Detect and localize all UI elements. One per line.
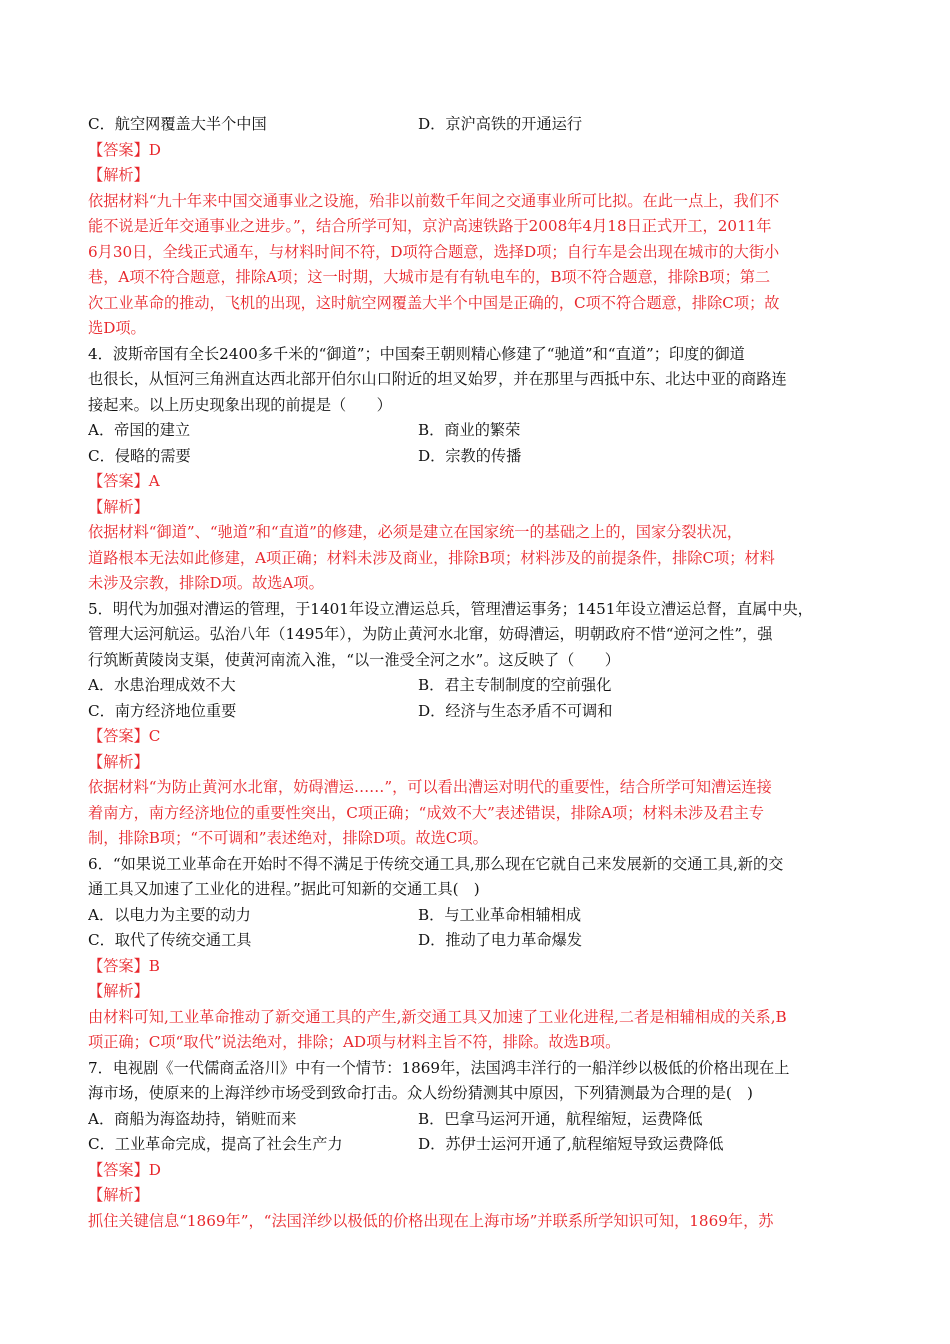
question-3-block bbox=[88, 112, 866, 342]
q7-answer: 【答案】D bbox=[88, 1160, 161, 1179]
q3-analysis-line: 选D项。 bbox=[88, 319, 146, 337]
q4-stem-line: 4．波斯帝国有全长2400多千米的“御道”；中国秦王朝则精心修建了“驰道”和“直道”；印度的御道 bbox=[88, 344, 745, 363]
q6-options-row-1 bbox=[88, 903, 866, 929]
q7-stem-line: 海市场，使原来的上海洋纱市场受到致命打击。众人纷纷猜测其中原因，下列猜测最为合理的是( ) bbox=[88, 1084, 753, 1102]
q5-option-c: C．南方经济地位重要 bbox=[88, 701, 237, 720]
q5-stem-line: 管理大运河航运。弘治八年（1495年），为防止黄河水北窜，妨碍漕运，明朝政府不惜“逆河之性”，强 bbox=[88, 625, 773, 643]
q6-analysis-title: 【解析】 bbox=[88, 982, 149, 1000]
question-7-block bbox=[88, 1056, 866, 1235]
q4-analysis-line: 依据材料“御道”、“驰道”和“直道”的修建，必须是建立在国家统一的基础之上的，国家分裂状况， bbox=[88, 523, 743, 541]
question-5-block bbox=[88, 597, 866, 852]
q5-analysis-line: 依据材料“为防止黄河水北窜，妨碍漕运……”，可以看出漕运对明代的重要性，结合所学可知漕运连接 bbox=[88, 778, 772, 796]
q4-analysis-line: 道路根本无法如此修建，A项正确；材料未涉及商业，排除B项；材料涉及的前提条件，排除C项；材料 bbox=[88, 548, 775, 567]
q4-stem-line: 也很长，从恒河三角洲直达西北部开伯尔山口附近的坦叉始罗，并在那里与西抵中东、北达中亚的商路连 bbox=[88, 370, 787, 388]
q7-analysis bbox=[88, 1209, 866, 1235]
q7-option-b: B．巴拿马运河开通，航程缩短，运费降低 bbox=[418, 1109, 703, 1128]
q5-answer: 【答案】C bbox=[88, 727, 161, 745]
q3-analysis bbox=[88, 189, 866, 342]
q6-option-b: B．与工业革命相辅相成 bbox=[418, 905, 582, 924]
question-6-block bbox=[88, 852, 866, 1056]
q5-option-b: B．君主专制制度的空前强化 bbox=[418, 676, 612, 694]
q4-analysis bbox=[88, 520, 866, 597]
q6-options-row-2 bbox=[88, 928, 866, 954]
q6-answer: 【答案】B bbox=[88, 956, 160, 975]
q7-options-row-2 bbox=[88, 1132, 866, 1158]
q3-option-d: D．京沪高铁的开通运行 bbox=[418, 115, 583, 133]
q3-analysis-line: 次工业革命的推动，飞机的出现，这时航空网覆盖大半个中国是正确的，C项不符合题意，排除C项；故 bbox=[88, 293, 780, 312]
q3-analysis-line: 能不说是近年交通事业之进步。”，结合所学可知，京沪高速铁路于2008年4月18日正式开工，2011年 bbox=[88, 217, 772, 235]
q5-option-a: A．水患治理成效不大 bbox=[88, 676, 236, 694]
q7-options-row-1 bbox=[88, 1107, 866, 1133]
document-page bbox=[88, 112, 866, 1234]
q3-option-c: C．航空网覆盖大半个中国 bbox=[88, 115, 267, 133]
q5-stem-line: 行筑断黄陵岗支渠，使黄河南流入淮，“以一淮受全河之水”。这反映了（ ） bbox=[88, 650, 620, 669]
q6-analysis-line: 由材料可知,工业革命推动了新交通工具的产生,新交通工具又加速了工业化进程,二者是相辅相成的关系,B bbox=[88, 1007, 787, 1026]
q7-stem-line: 7．电视剧《一代儒商孟洛川》中有一个情节：1869年，法国鸿丰洋行的一船洋纱以极低的价格出现在上 bbox=[88, 1058, 790, 1077]
q4-option-c: C．侵略的需要 bbox=[88, 446, 191, 465]
q6-option-c: C．取代了传统交通工具 bbox=[88, 931, 252, 949]
q7-option-c: C．工业革命完成，提高了社会生产力 bbox=[88, 1135, 343, 1153]
q5-analysis-line: 制，排除B项；“不可调和”表述绝对，排除D项。故选C项。 bbox=[88, 829, 488, 847]
q6-stem-line: 通工具又加速了工业化的进程。”据此可知新的交通工具( ) bbox=[88, 880, 480, 898]
q5-analysis-title: 【解析】 bbox=[88, 752, 149, 771]
q5-analysis bbox=[88, 775, 866, 852]
q7-analysis-line: 抓住关键信息“1869年”，“法国洋纱以极低的价格出现在上海市场”并联系所学知识可知，1869年，苏 bbox=[88, 1211, 774, 1230]
q4-option-a: A．帝国的建立 bbox=[88, 421, 191, 439]
q3-analysis-title: 【解析】 bbox=[88, 166, 149, 184]
q5-option-d: D．经济与生态矛盾不可调和 bbox=[418, 701, 613, 720]
q4-options-row-1 bbox=[88, 418, 866, 444]
q5-stem-line: 5．明代为加强对漕运的管理，于1401年设立漕运总兵，管理漕运事务；1451年设立漕运总督，直属中央， bbox=[88, 599, 813, 618]
question-4-block bbox=[88, 342, 866, 597]
q7-analysis-title: 【解析】 bbox=[88, 1186, 149, 1204]
q3-options-row-1 bbox=[88, 112, 866, 138]
q4-analysis-title: 【解析】 bbox=[88, 497, 149, 516]
q3-analysis-line: 巷，A项不符合题意，排除A项；这一时期，大城市是有有轨电车的，B项不符合题意，排除B项；第二 bbox=[88, 268, 771, 286]
q7-option-a: A．商船为海盗劫持，销赃而来 bbox=[88, 1109, 297, 1128]
q7-option-d: D．苏伊士运河开通了,航程缩短导致运费降低 bbox=[418, 1135, 724, 1153]
q6-analysis bbox=[88, 1005, 866, 1056]
q6-option-a: A．以电力为主要的动力 bbox=[88, 905, 251, 924]
q4-options-row-2 bbox=[88, 444, 866, 470]
q4-stem-line: 接起来。以上历史现象出现的前提是（ ） bbox=[88, 395, 392, 414]
q5-analysis-line: 着南方，南方经济地位的重要性突出，C项正确；“成效不大”表述错误，排除A项；材料未涉及君主专 bbox=[88, 803, 764, 822]
q6-analysis-line: 项正确；C项“取代”说法绝对，排除；AD项与材料主旨不符，排除。故选B项。 bbox=[88, 1033, 621, 1051]
q5-options-row-2 bbox=[88, 699, 866, 725]
q6-stem-line: 6．“如果说工业革命在开始时不得不满足于传统交通工具,那么现在它就自己来发展新的交通工具,新的交 bbox=[88, 854, 784, 873]
q4-analysis-line: 未涉及宗教，排除D项。故选A项。 bbox=[88, 574, 324, 592]
q3-answer: 【答案】D bbox=[88, 140, 161, 159]
q4-answer: 【答案】A bbox=[88, 472, 160, 490]
q3-analysis-line: 6月30日，全线正式通车，与材料时间不符，D项符合题意，选择D项；自行车是会出现在城市的大街小 bbox=[88, 242, 780, 261]
q4-option-b: B．商业的繁荣 bbox=[418, 421, 521, 439]
q4-option-d: D．宗教的传播 bbox=[418, 446, 522, 465]
q3-analysis-line: 依据材料“九十年来中国交通事业之设施，殆非以前数千年间之交通事业所可比拟。在此一点上，我们不 bbox=[88, 191, 780, 210]
q6-option-d: D．推动了电力革命爆发 bbox=[418, 931, 583, 949]
q5-options-row-1 bbox=[88, 673, 866, 699]
